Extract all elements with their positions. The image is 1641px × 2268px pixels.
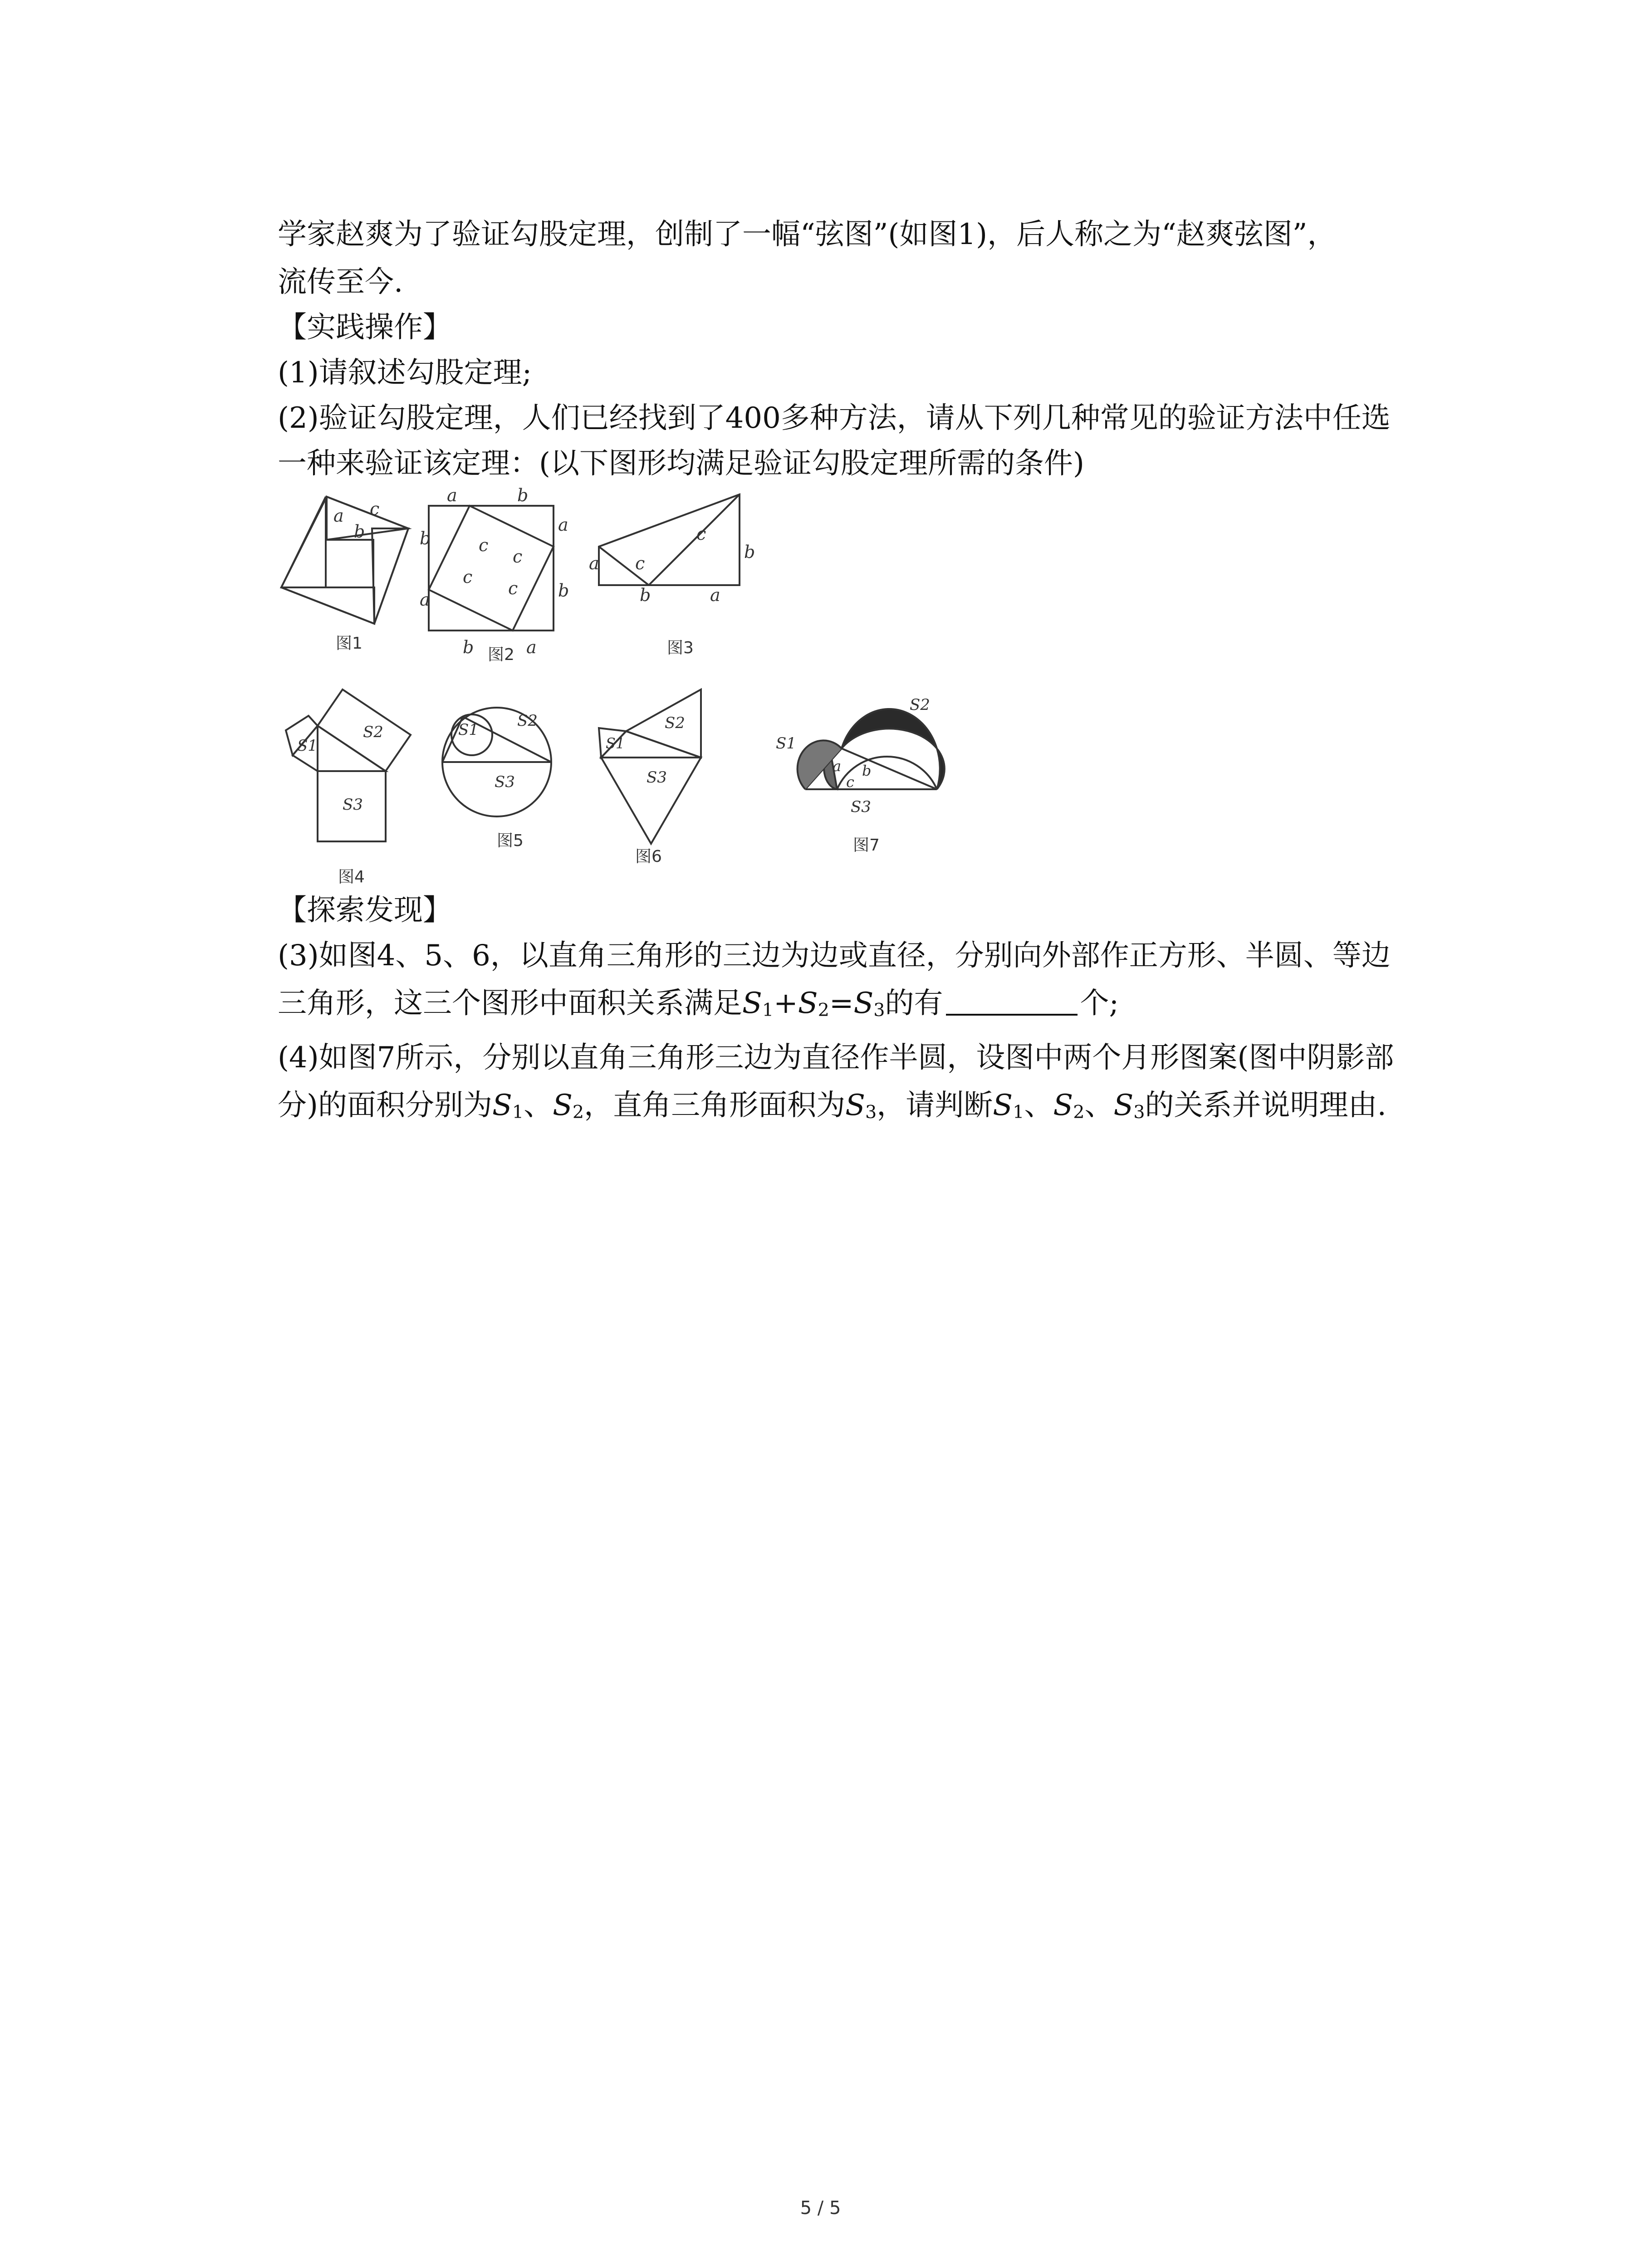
fig7-label-s1: S1 [776, 734, 796, 753]
fig3-label-b-bottom: b [640, 585, 651, 605]
fig2-label-a-left: a [420, 590, 430, 610]
fig2-label-b-left: b [420, 528, 431, 548]
figure-4 [286, 689, 411, 841]
question-1: (1)请叙述勾股定理; [278, 356, 532, 390]
caption-fig4: 图4 [338, 868, 365, 886]
question-3-line-1: (3)如图4、5、6，以直角三角形的三边为边或直径，分别向外部作正方形、半圆、等边 [278, 939, 1391, 973]
fig1-label-a: a [333, 506, 344, 526]
question-2-line-2: 一种来验证该定理：(以下图形均满足验证勾股定理所需的条件) [278, 447, 1084, 480]
fig5-label-s2: S2 [517, 712, 538, 730]
fig2-label-c3: c [463, 567, 473, 587]
text-line-1: 学家赵爽为了验证勾股定理，创制了一幅“弦图”(如图1)，后人称之为“赵爽弦图”， [278, 218, 1337, 251]
figure-5 [442, 708, 551, 816]
question-3-line-2 [278, 989, 1119, 1020]
caption-fig6: 图6 [635, 847, 662, 866]
fig7-label-c: c [846, 773, 854, 791]
question-2-line-1: (2)验证勾股定理，人们已经找到了400多种方法，请从下列几种常见的验证方法中任选 [278, 401, 1391, 435]
q3-text-post: 的有 [885, 987, 943, 1020]
fig3-label-c2: c [696, 524, 706, 544]
caption-fig3: 图3 [667, 639, 694, 657]
caption-fig1: 图1 [336, 634, 362, 653]
figure-1 [281, 497, 408, 624]
fig2-label-b-bottom: b [463, 637, 474, 657]
q3-text-pre: 三角形，这三个图形中面积关系满足 [278, 987, 742, 1020]
question-4-line-1: (4)如图7所示，分别以直角三角形三边为直径作半圆，设图中两个月形图案(图中阴影部 [278, 1041, 1394, 1075]
q4-text-end: 的关系并说明理由. [1145, 1089, 1386, 1122]
fig4-label-s1: S1 [297, 737, 318, 755]
figure-3 [589, 494, 755, 605]
fig1-label-b: b [354, 522, 365, 542]
fig2-label-a-bottom: a [526, 637, 537, 657]
section-heading-practice: 【实践操作】 [278, 311, 452, 344]
fig7-label-s2: S2 [910, 696, 930, 714]
text-line-2: 流传至今. [278, 265, 403, 299]
fig2-label-c1: c [479, 535, 489, 555]
q4-text-post: ，请判断 [877, 1089, 993, 1122]
figure-6 [599, 689, 701, 844]
fig6-label-s1: S1 [606, 735, 625, 752]
fig7-label-s3: S3 [851, 798, 871, 816]
fig6-label-s2: S2 [665, 714, 685, 732]
fig6-label-s3: S3 [647, 768, 667, 787]
fig5-label-s3: S3 [495, 773, 515, 791]
fig7-label-b: b [862, 762, 872, 779]
answer-blank[interactable] [946, 990, 1078, 1016]
question-4-line-2: 分)的面积分别为S1、S2，直角三角形面积为S3，请判断S1、S2、S3的关系并说明理由. [278, 1089, 1386, 1123]
fig3-label-c1: c [635, 553, 645, 573]
q4-text-mid: ，直角三角形面积为 [584, 1089, 846, 1122]
fig2-label-a-top: a [447, 485, 457, 505]
fig2-label-b-right: b [558, 581, 569, 601]
q3-text-end: 个; [1080, 987, 1119, 1020]
fig4-label-s3: S3 [343, 796, 363, 814]
formula-s1-plus-s2-eq-s3: S1+S2=S3 [742, 987, 885, 1021]
fig2-label-a-right: a [558, 515, 568, 535]
fig2-label-c2: c [513, 547, 523, 567]
fig7-label-a: a [833, 758, 842, 775]
section-heading-explore: 【探索发现】 [278, 894, 452, 927]
caption-fig2: 图2 [488, 645, 514, 664]
fig5-label-s1: S1 [458, 721, 479, 739]
caption-fig5: 图5 [497, 831, 524, 850]
fig2-label-b-top: b [517, 485, 529, 505]
fig4-label-s2: S2 [363, 723, 383, 741]
q4-text-pre: 分)的面积分别为 [278, 1089, 492, 1122]
fig3-label-a-bottom: a [710, 585, 720, 605]
figure-7 [776, 696, 945, 816]
fig2-label-c4: c [508, 578, 518, 598]
figure-2 [420, 485, 569, 657]
page-number: 5 / 5 [800, 2198, 841, 2219]
caption-fig7: 图7 [853, 836, 880, 855]
fig1-label-c: c [370, 499, 380, 519]
fig3-label-b-right: b [744, 542, 755, 562]
fig3-label-a-left: a [589, 553, 599, 573]
